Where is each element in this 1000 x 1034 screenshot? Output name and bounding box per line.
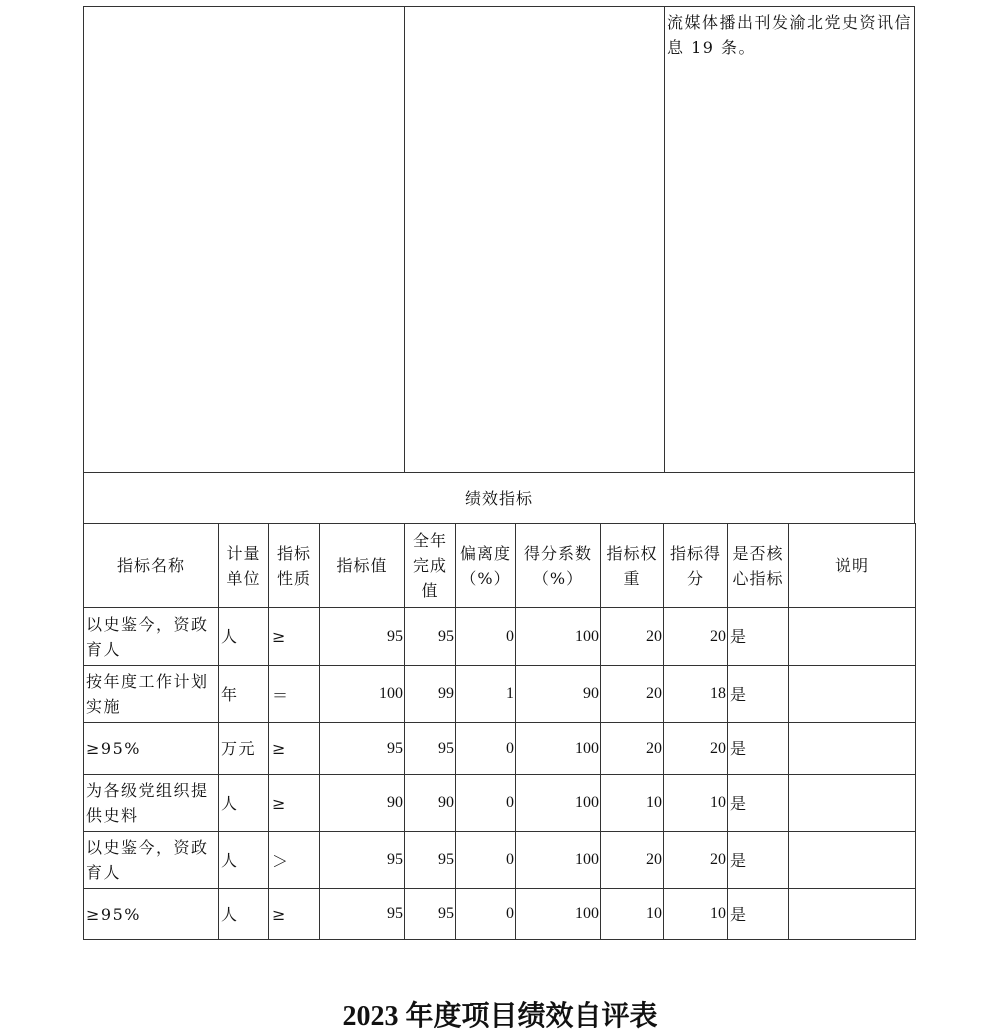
table-row (84, 666, 916, 723)
col-header-note: 说明 (789, 524, 916, 608)
col-header-score: 指标得分 (664, 524, 728, 608)
col-header-actual: 全年完成值 (405, 524, 456, 608)
top-cell-text: 流媒体播出刊发渝北党史资讯信息 19 条。 (667, 13, 913, 57)
cell-deviation: 0 (456, 832, 516, 889)
cell-score: 20 (664, 723, 728, 775)
cell-actual: 95 (405, 889, 456, 940)
cell-coef: 100 (516, 889, 601, 940)
cell-weight: 20 (601, 666, 664, 723)
cell-deviation: 0 (456, 608, 516, 666)
cell-deviation: 0 (456, 889, 516, 940)
cell-name: 为各级党组织提供史料 (84, 775, 219, 832)
cell-deviation: 0 (456, 775, 516, 832)
table-row (84, 775, 916, 832)
cell-core: 是 (728, 723, 789, 775)
col-header-unit: 计量单位 (219, 524, 269, 608)
col-header-nature: 指标性质 (269, 524, 320, 608)
cell-unit: 人 (219, 889, 269, 940)
cell-core: 是 (728, 889, 789, 940)
cell-deviation: 0 (456, 723, 516, 775)
cell-weight: 20 (601, 723, 664, 775)
cell-coef: 100 (516, 723, 601, 775)
table-row (84, 832, 916, 889)
section-header: 绩效指标 (83, 472, 915, 524)
cell-unit: 人 (219, 608, 269, 666)
cell-coef: 100 (516, 775, 601, 832)
cell-name: 以史鉴今，资政育人 (84, 832, 219, 889)
cell-actual: 95 (405, 608, 456, 666)
performance-indicator-table (83, 523, 916, 940)
table-row (84, 608, 916, 666)
cell-name: ≥95% (84, 889, 219, 940)
cell-name: 按年度工作计划实施 (84, 666, 219, 723)
cell-core: 是 (728, 666, 789, 723)
cell-nature: ≥ (269, 775, 320, 832)
cell-coef: 100 (516, 608, 601, 666)
top-continuation-block (83, 6, 915, 473)
cell-unit: 年 (219, 666, 269, 723)
cell-note (789, 775, 916, 832)
cell-name: 以史鉴今，资政育人 (84, 608, 219, 666)
col-header-weight: 指标权重 (601, 524, 664, 608)
cell-target: 95 (320, 889, 405, 940)
cell-nature: ≥ (269, 723, 320, 775)
cell-core: 是 (728, 608, 789, 666)
document-title: 2023 年度项目绩效自评表 (342, 1001, 658, 1032)
table-row (84, 723, 916, 775)
cell-core: 是 (728, 832, 789, 889)
cell-weight: 20 (601, 832, 664, 889)
cell-note (789, 889, 916, 940)
cell-actual: 99 (405, 666, 456, 723)
col-header-name: 指标名称 (84, 524, 219, 608)
col-header-core: 是否核心指标 (728, 524, 789, 608)
cell-nature: ＝ (269, 666, 320, 723)
cell-score: 10 (664, 775, 728, 832)
col-header-deviation: 偏离度（%） (456, 524, 516, 608)
cell-note (789, 832, 916, 889)
cell-core: 是 (728, 775, 789, 832)
cell-target: 95 (320, 832, 405, 889)
cell-score: 10 (664, 889, 728, 940)
top-cell-empty-1 (84, 7, 405, 472)
cell-target: 95 (320, 723, 405, 775)
cell-name: ≥95% (84, 723, 219, 775)
cell-unit: 万元 (219, 723, 269, 775)
cell-nature: ＞ (269, 832, 320, 889)
table-row (84, 889, 916, 940)
cell-unit: 人 (219, 832, 269, 889)
top-cell-empty-2 (405, 7, 665, 472)
cell-score: 20 (664, 832, 728, 889)
cell-weight: 20 (601, 608, 664, 666)
column-header-row (84, 524, 916, 608)
cell-score: 20 (664, 608, 728, 666)
col-header-target: 指标值 (320, 524, 405, 608)
cell-score: 18 (664, 666, 728, 723)
cell-weight: 10 (601, 889, 664, 940)
cell-note (789, 666, 916, 723)
cell-actual: 95 (405, 723, 456, 775)
cell-coef: 90 (516, 666, 601, 723)
cell-weight: 10 (601, 775, 664, 832)
cell-target: 95 (320, 608, 405, 666)
cell-target: 90 (320, 775, 405, 832)
cell-actual: 90 (405, 775, 456, 832)
cell-deviation: 1 (456, 666, 516, 723)
cell-note (789, 723, 916, 775)
cell-target: 100 (320, 666, 405, 723)
cell-nature: ≥ (269, 889, 320, 940)
cell-unit: 人 (219, 775, 269, 832)
cell-actual: 95 (405, 832, 456, 889)
cell-note (789, 608, 916, 666)
col-header-coef: 得分系数（%） (516, 524, 601, 608)
cell-nature: ≥ (269, 608, 320, 666)
cell-coef: 100 (516, 832, 601, 889)
